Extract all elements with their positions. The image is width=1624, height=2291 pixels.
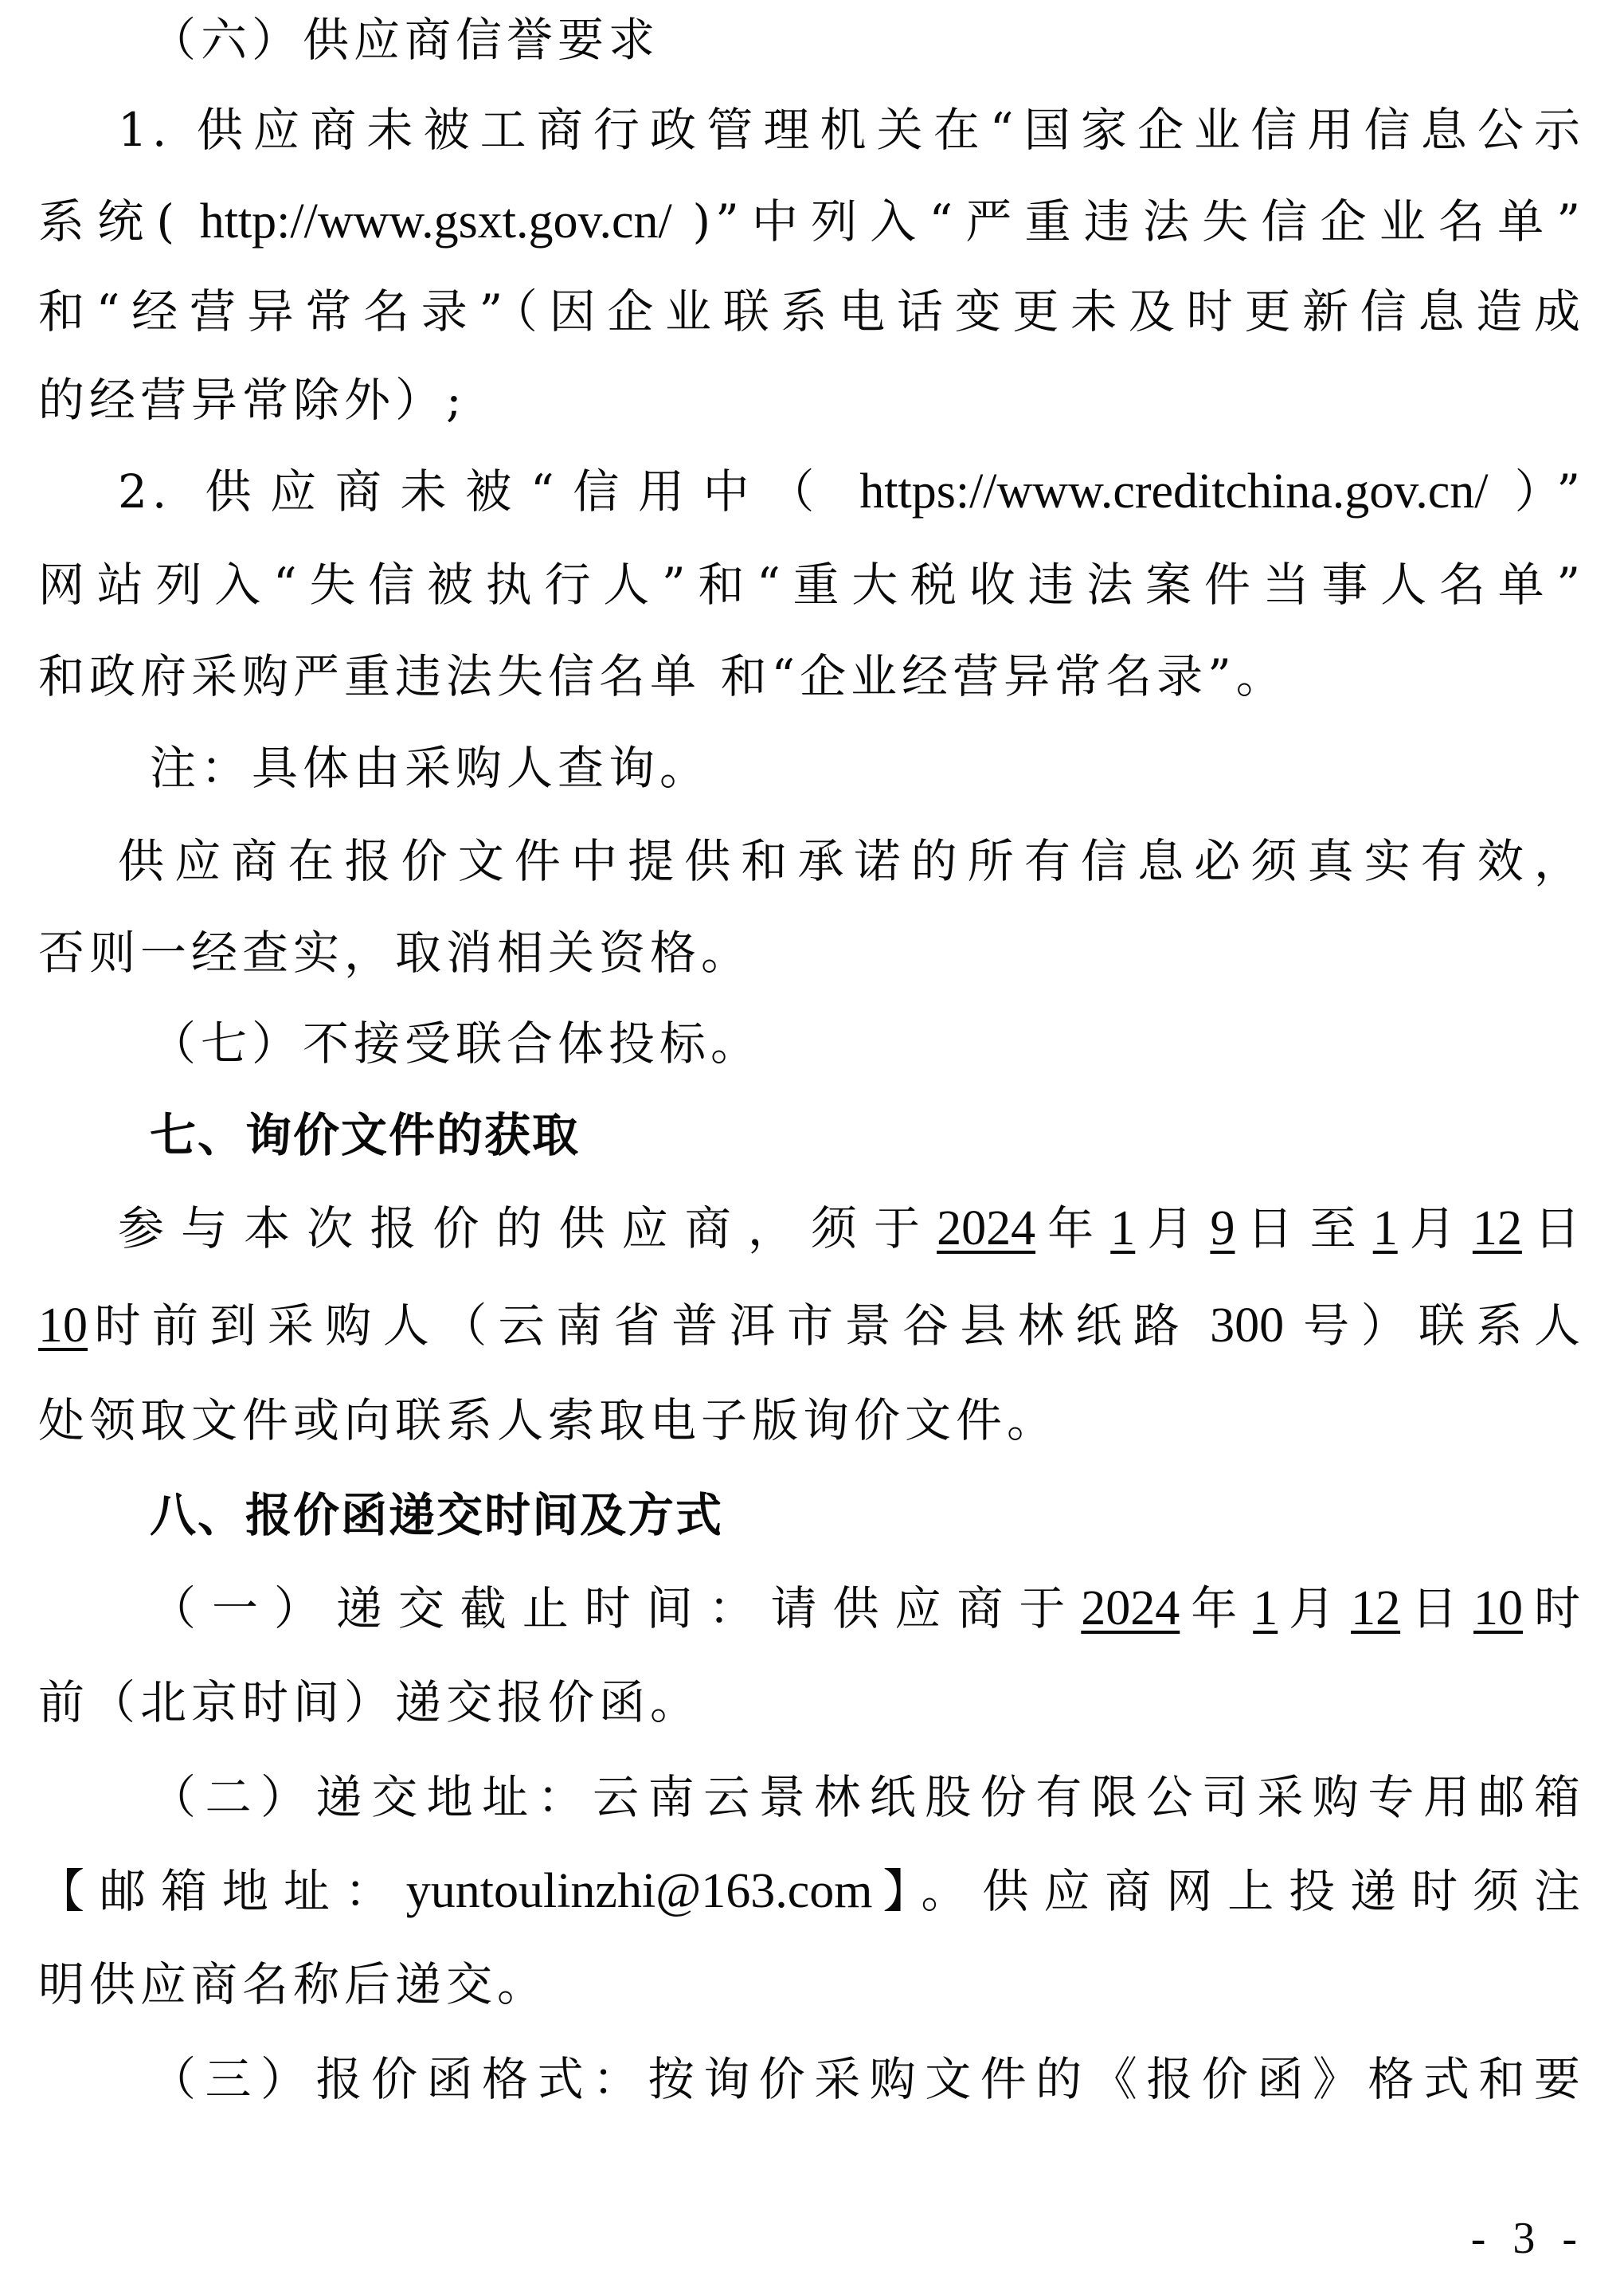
address-number: 300: [1191, 1298, 1304, 1353]
address-label: （二）递交地址：: [150, 1770, 593, 1824]
deadline-label: （一）递交截止时间：: [150, 1581, 771, 1635]
format-label: （三）报价函格式：: [150, 2052, 648, 2106]
text-fragment: 前（北京时间）递交报价函。: [38, 1675, 702, 1729]
section-heading-submission: [38, 1475, 1585, 1555]
underlined-day: 9: [1210, 1201, 1235, 1255]
text-fragment: 处领取文件或向联系人索取电子版询价文件。: [38, 1393, 1059, 1447]
paragraph-line: [38, 1757, 1585, 1837]
underlined-month: 1: [1372, 1201, 1398, 1255]
text-fragment: 网站列入“失信被执行人”和“重大税收违法案件当事人名单”: [38, 558, 1585, 612]
paragraph-line: [38, 182, 1585, 261]
text-fragment: 【邮箱地址：: [38, 1864, 406, 1918]
paragraph-line: [38, 636, 1585, 716]
subsection-heading-text: （六）供应商信誉要求: [150, 13, 660, 67]
text-fragment: 月: [1397, 1201, 1473, 1255]
subsection-heading-consortium: [38, 1004, 1585, 1083]
page-number: - 3 -: [1470, 2214, 1585, 2263]
paragraph-line: [38, 1380, 1585, 1460]
text-fragment: 年: [1035, 1201, 1111, 1255]
text-fragment: 】。供应商网上投递时须注: [872, 1864, 1585, 1918]
paragraph-line: [38, 1944, 1585, 2024]
text-fragment: 参与本次报价的供应商，须于: [118, 1201, 937, 1255]
paragraph-line: [38, 913, 1585, 993]
text-fragment: 系统(: [38, 194, 180, 249]
paragraph-line: [38, 1189, 1585, 1268]
paragraph-line: [38, 90, 1585, 170]
underlined-year: 2024: [937, 1201, 1036, 1255]
text-fragment: 日: [1521, 1201, 1585, 1255]
item-2-text: 2. 供应商未被“信用中（: [118, 464, 834, 519]
text-fragment: 供应商在报价文件中提供和承诺的所有信息必须真实有效，: [118, 834, 1585, 888]
underlined-month: 1: [1253, 1581, 1278, 1635]
underlined-year: 2024: [1081, 1581, 1180, 1635]
text-fragment: 日: [1400, 1581, 1473, 1635]
creditchina-url-link[interactable]: https://www.creditchina.gov.cn/: [833, 464, 1515, 519]
text-fragment: 月: [1135, 1201, 1211, 1255]
underlined-hour: 10: [38, 1298, 88, 1353]
paragraph-line: [38, 1851, 1585, 1931]
underlined-day: 12: [1351, 1581, 1401, 1635]
text-fragment: )”中列入“严重违法失信企业名单”: [692, 194, 1585, 249]
paragraph-line: [38, 1568, 1585, 1648]
item-1-text: 1. 供应商未被工商行政管理机关在“国家企业信用信息公示: [118, 103, 1585, 157]
underlined-hour: 10: [1473, 1581, 1523, 1635]
text-fragment: 的经营异常除外）;: [38, 373, 467, 427]
section-heading-text: 八、报价函递交时间及方式: [150, 1488, 724, 1542]
text-fragment: 时前到采购人（云南省普洱市景谷县林纸路: [88, 1298, 1192, 1353]
text-fragment: 和“经营异常名录”（因企业联系电话变更未及时更新信息造成: [38, 284, 1585, 339]
subsection-heading-text: （七）不接受联合体投标。: [150, 1016, 762, 1071]
paragraph-line: [38, 545, 1585, 625]
text-fragment: 和政府采购严重违法失信名单 和“企业经营异常名录”。: [38, 649, 1287, 703]
paragraph-line: [38, 821, 1585, 901]
subsection-heading-credit-requirements: [38, 0, 1585, 80]
note-line: [38, 728, 1585, 808]
paragraph-line: [38, 2039, 1585, 2119]
section-heading-text: 七、询价文件的获取: [150, 1108, 581, 1162]
text-fragment: 时: [1523, 1581, 1585, 1635]
email-link[interactable]: yuntoulinzhi@163.com: [405, 1864, 873, 1918]
gsxt-url-link[interactable]: http://www.gsxt.gov.cn/: [179, 194, 693, 249]
underlined-day: 12: [1472, 1201, 1522, 1255]
paragraph-line: [38, 1286, 1585, 1365]
text-fragment: ）”: [1514, 464, 1585, 519]
text-fragment: 否则一经查实，取消相关资格。: [38, 926, 753, 980]
text-fragment: 请供应商于: [770, 1581, 1082, 1635]
text-fragment: 年: [1180, 1581, 1254, 1635]
paragraph-line: [38, 452, 1585, 531]
note-text: 注：具体由采购人查询。: [150, 741, 711, 795]
text-fragment: 云南云景林纸股份有限公司采购专用邮箱: [593, 1770, 1585, 1824]
section-heading-obtain-documents: [38, 1095, 1585, 1175]
paragraph-line: [38, 360, 1585, 440]
paragraph-line: [38, 272, 1585, 351]
text-fragment: 日至: [1235, 1201, 1373, 1255]
text-fragment: 号）联系人: [1303, 1298, 1585, 1353]
paragraph-line: [38, 1662, 1585, 1742]
underlined-month: 1: [1110, 1201, 1136, 1255]
text-fragment: 月: [1278, 1581, 1352, 1635]
text-fragment: 明供应商名称后递交。: [38, 1957, 549, 2011]
text-fragment: 按询价采购文件的《报价函》格式和要: [648, 2052, 1585, 2106]
